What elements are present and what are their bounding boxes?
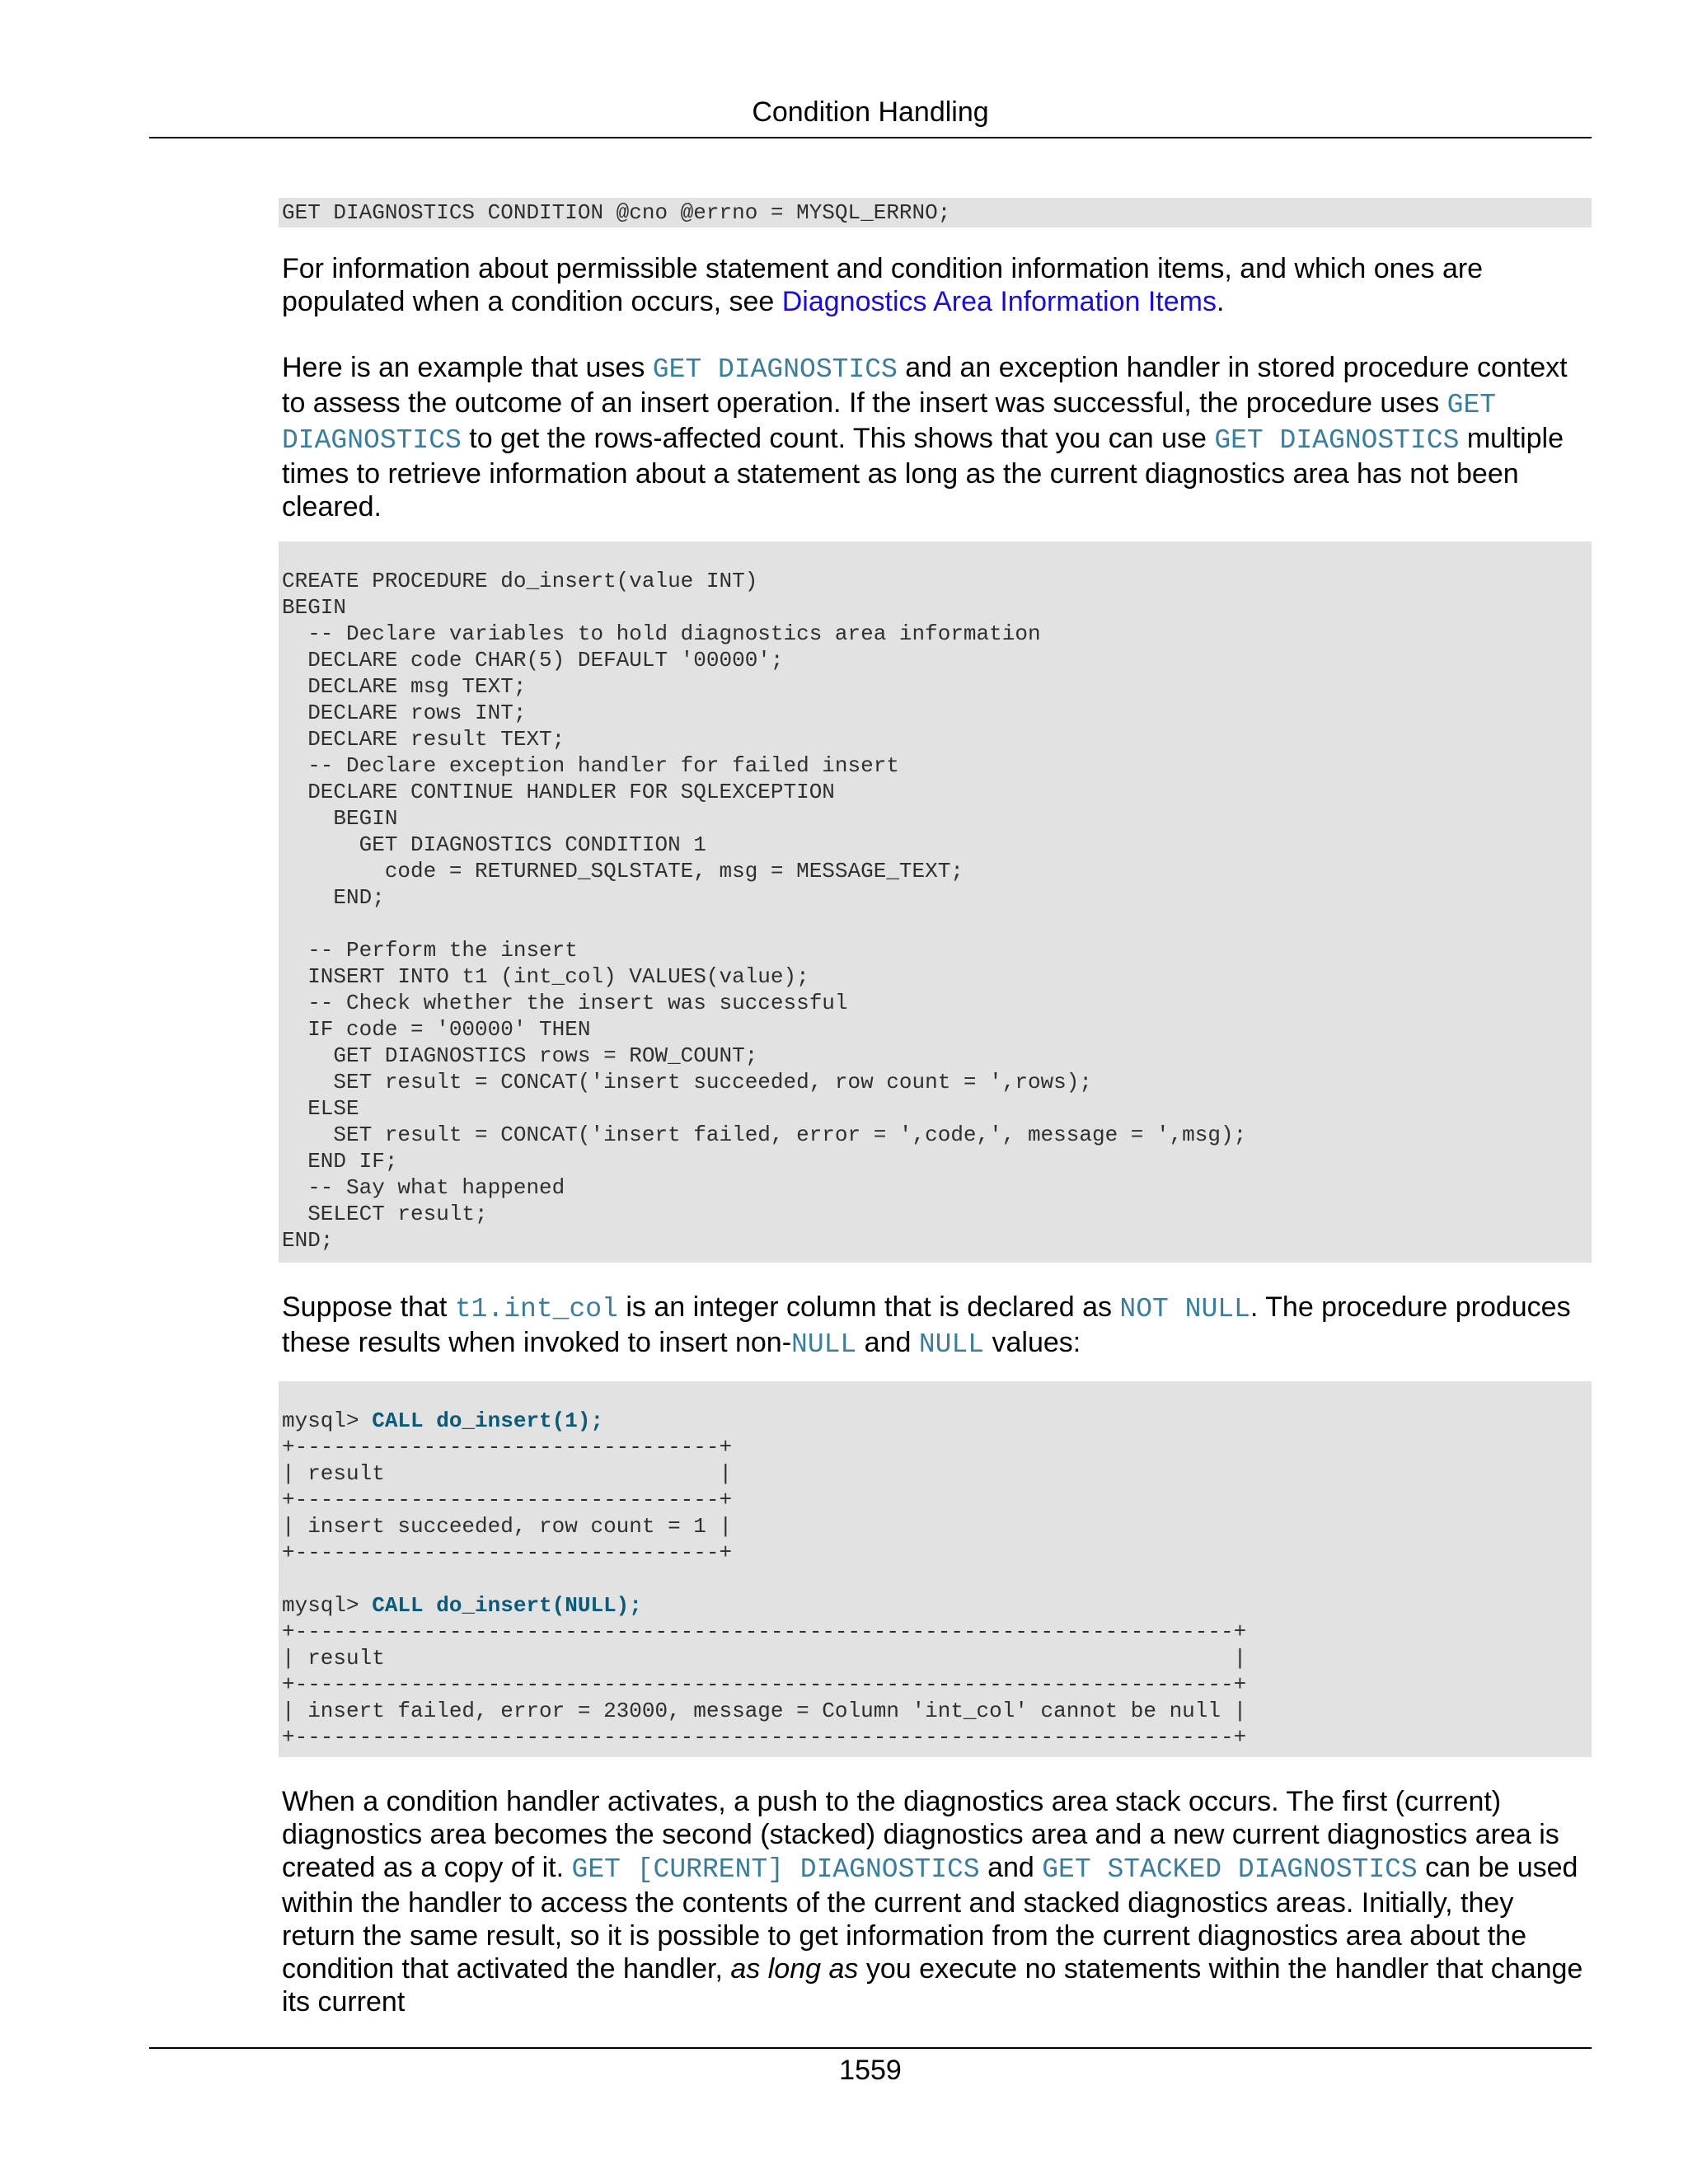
paragraph-text: and an exception handler in stored procedure context to assess the outcome of an insert operation. If the insert was successful, the procedure uses (282, 352, 1568, 419)
page-header: Condition Handling (752, 96, 989, 128)
mysql-command: CALL do_insert(1); (372, 1408, 604, 1433)
code-block-create-procedure: CREATE PROCEDURE do_insert(value INT) BEGIN -- Declare variables to hold diagnostics area information DECLARE code CHAR(5) DEFAULT '00000'; DECLARE msg TEXT; DECLARE rows INT; DECLARE result TEXT; -- Declare exception handler for failed insert DECLARE CONTINUE HANDLER FOR SQLEXCEPTION BEGIN GET DIAGNOSTICS CONDITION 1 code = RETURNED_SQLSTATE, msg = MESSAGE_TEXT; END; -- Perform the insert INSERT INTO t1 (int_col) VALUES(value); -- Check whether the insert was successful IF code = '00000' THEN GET DIAGNOSTICS rows = ROW_COUNT; SET result = CONCAT('insert succeeded, row count = ',rows); ELSE SET result = CONCAT('insert failed, error = ',code,', message = ',msg); END IF; -- Say what happened SELECT result; END; (279, 541, 1592, 1263)
footer-rule (149, 2047, 1592, 2049)
code-block-mysql-output (279, 1381, 1592, 1757)
paragraph-text: When a condition handler activates, a push to the diagnostics area stack occurs. The first (current) diagnostics area becomes the second (stacked) diagnostics area and a new current diagnostics area is created as a copy of it. (282, 1786, 1559, 1883)
paragraph-text: values: (984, 1327, 1081, 1358)
paragraph-example-intro (282, 351, 1592, 523)
inline-code: GET [CURRENT] DIAGNOSTICS (571, 1854, 980, 1885)
paragraph-text: multiple times to retrieve information about a statement as long as the current diagnostics area has not been cleared. (282, 423, 1564, 523)
inline-code: GET DIAGNOSTICS (1214, 425, 1460, 456)
paragraph-text: . The procedure produces these results when invoked to insert non- (282, 1291, 1571, 1358)
mysql-result-table: +-------------------------------------------------------------------------+ | result | +-------------------------------------------------------------------------+ | insert failed, error = 23000, message = Column 'int_col' cannot be null | +-------------------------------------------------------------------------+ (282, 1619, 1247, 1750)
inline-code: NULL (918, 1329, 985, 1360)
mysql-result-table: +---------------------------------+ | result | +---------------------------------+ | insert succeeded, row count = 1 | +---------------------------------+ (282, 1435, 733, 1565)
paragraph-suppose (282, 1291, 1592, 1361)
inline-code: GET DIAGNOSTICS (282, 390, 1497, 456)
paragraph-text: Suppose that (282, 1291, 455, 1323)
paragraph-information-items (282, 252, 1592, 318)
emphasis-text: as long as (730, 1953, 859, 1985)
paragraph-text: Here is an example that uses (282, 352, 653, 383)
paragraph-text: and (856, 1327, 919, 1358)
paragraph-condition-handler (282, 1785, 1592, 2018)
mysql-prompt: mysql> (282, 1408, 373, 1433)
inline-code: GET STACKED DIAGNOSTICS (1042, 1854, 1418, 1885)
paragraph-text: is an integer column that is declared as (617, 1291, 1120, 1323)
paragraph-text: and (979, 1852, 1043, 1883)
code-block-get-diagnostics: GET DIAGNOSTICS CONDITION @cno @errno = MYSQL_ERRNO; (279, 198, 1592, 227)
inline-code: t1.int_col (454, 1294, 618, 1324)
inline-code: NOT NULL (1119, 1294, 1250, 1324)
paragraph-text: . (1216, 286, 1225, 317)
paragraph-text: can be used within the handler to access the contents of the current and stacked diagnostics areas. Initially, they return the same result, so it is possible to get information from the current diagnostics area about the condition that activated the handler, (282, 1852, 1578, 1985)
page-number: 1559 (839, 2055, 902, 2086)
mysql-command: CALL do_insert(NULL); (372, 1593, 642, 1618)
inline-code: NULL (791, 1329, 857, 1360)
mysql-prompt: mysql> (282, 1593, 373, 1618)
paragraph-text: For information about permissible statement and condition information items, and which ones are populated when a condition occurs, see (282, 253, 1484, 317)
paragraph-text: to get the rows-affected count. This shows that you can use (461, 423, 1215, 454)
header-rule (149, 137, 1592, 138)
diagnostics-area-information-items-link[interactable]: Diagnostics Area Information Items (781, 286, 1217, 317)
inline-code: GET DIAGNOSTICS (652, 354, 898, 385)
paragraph-text: you execute no statements within the handler that change its current (282, 1953, 1583, 2018)
